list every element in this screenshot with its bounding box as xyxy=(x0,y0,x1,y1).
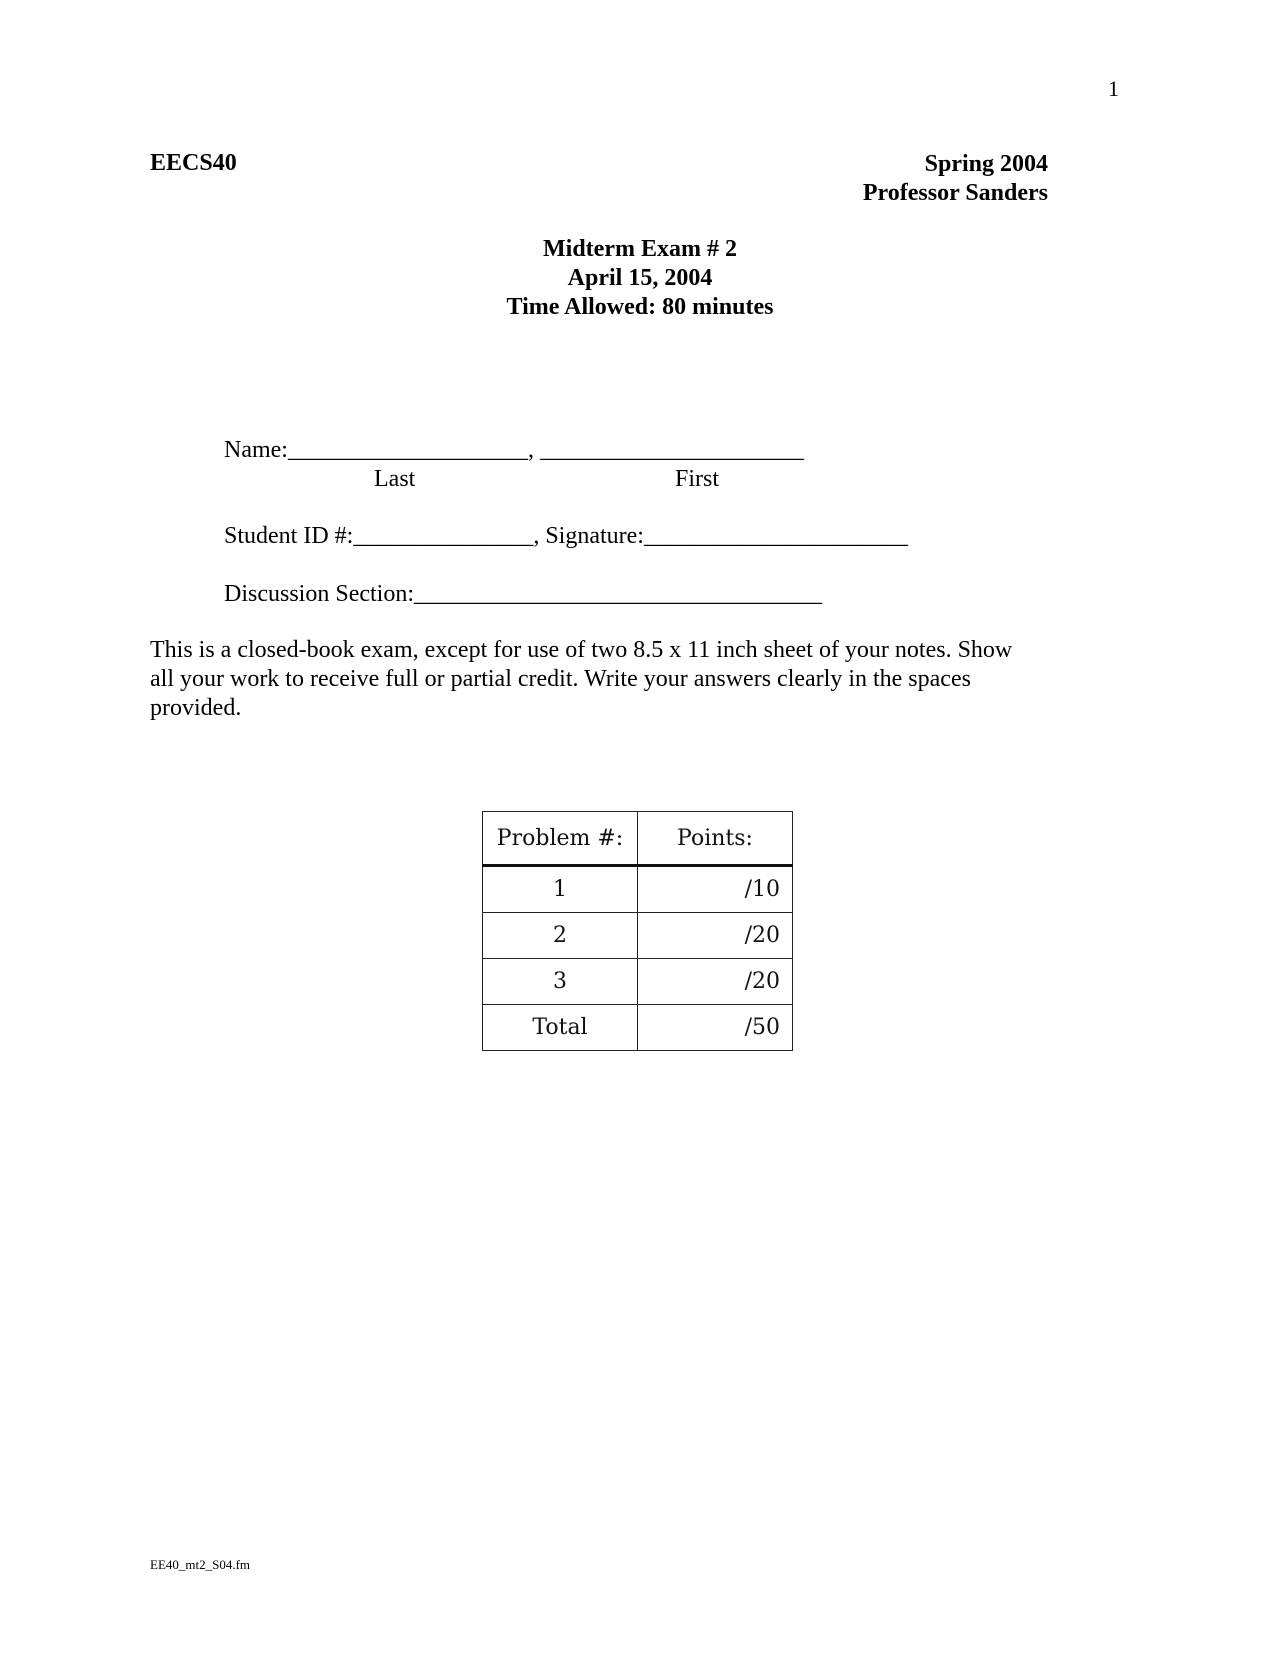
exam-instructions: This is a closed-book exam, except for use of two 8.5 x 11 inch sheet of your notes. Show all your work to receive full or partial credit. Write your answers clearly in the spaces provided. xyxy=(150,637,1013,721)
table-row xyxy=(483,866,793,913)
table-row xyxy=(483,959,793,1005)
points-cell: /20 xyxy=(638,959,793,1005)
total-points-cell: /50 xyxy=(638,1005,793,1051)
time-allowed: Time Allowed: 80 minutes xyxy=(506,294,774,320)
problem-number: 2 xyxy=(483,913,638,959)
name-field[interactable]: Name:____________________, ______________________ xyxy=(224,437,804,463)
course-code: EECS40 xyxy=(150,150,237,176)
problem-number: 1 xyxy=(483,866,638,913)
total-label: Total xyxy=(483,1005,638,1051)
exam-title: Midterm Exam # 2 xyxy=(543,236,737,262)
problem-column-header: Problem #: xyxy=(483,812,638,866)
score-table xyxy=(482,811,793,1051)
points-cell: /20 xyxy=(638,913,793,959)
discussion-section-field[interactable]: Discussion Section:__________________________________ xyxy=(224,581,822,607)
table-row xyxy=(483,1005,793,1051)
footer-filename: EE40_mt2_S04.fm xyxy=(150,1557,251,1572)
exam-date: April 15, 2004 xyxy=(567,265,713,291)
term: Spring 2004 xyxy=(924,151,1048,177)
page-number: 1 xyxy=(1108,76,1119,101)
exam-title-block xyxy=(0,235,1280,322)
table-row xyxy=(483,913,793,959)
term-block xyxy=(863,150,1048,208)
problem-number: 3 xyxy=(483,959,638,1005)
student-id-signature-field[interactable]: Student ID #:_______________, Signature:______________________ xyxy=(224,523,908,549)
last-name-label: Last xyxy=(374,466,416,492)
instructor: Professor Sanders xyxy=(862,180,1048,206)
points-cell: /10 xyxy=(638,866,793,913)
score-table-header-row xyxy=(483,812,793,866)
points-column-header: Points: xyxy=(638,812,793,866)
first-name-label: First xyxy=(675,466,720,492)
